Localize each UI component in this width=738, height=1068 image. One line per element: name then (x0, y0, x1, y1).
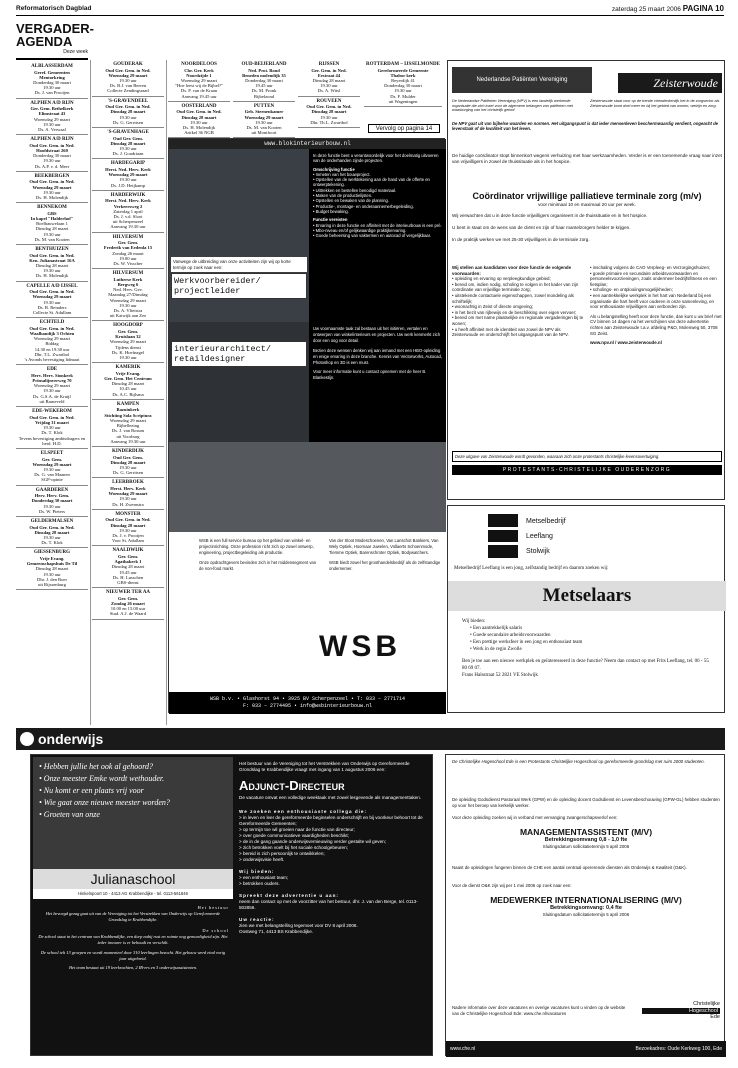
list-item: • Groeten van onze (39, 810, 100, 819)
job2-text: Uw voornaamste taak zal bestaan uit het initiëren, vertalen en ontwerpen van winkelinterieurs en projecten. Uw werk kenmerkt zich door een oog voor detail. Bezien deze wensen denken wij aan iemand met een HBO-opleiding en enige ervaring in deze branche. Kennis van Vectorworks, Autocad, Photoshop en 3D is een must. Voor meer informatie kunt u contact opnemen met de heer B. Blankestijn. (309, 322, 446, 442)
list-item: • Hebben jullie het ook al gehoord? (39, 762, 154, 771)
list-item: • u heeft affiniteit met de identiteit van zowel de NPV als Zeisterwoude en onderschrijft het uitgangspunt van de NPV. (452, 326, 569, 338)
list-item: > over goede communicatieve vaardigheden beschikt; (239, 833, 349, 838)
agenda-entry: ELSPEET Ger. Gem. Woensdag 29 maart 19.30 uur Ds. G. van Maanen SGP-opinie (16, 449, 88, 486)
agenda-entry: NAALDWIJK Ger. Gem. Agathakerk 1 Dinsdag 28 maart 19.45 uur Ds. H. Lusschen GBS-dienst (92, 546, 164, 588)
list-item: > in leven en leer de gereformeerde beginselen onderschrijft en bij voorkeur behoort tot de Gereformeerde Gemeenten; (239, 815, 423, 826)
metselbedrijf-ad: Metselbedrijf Leeflang Stolwijk Metselbedrijf Leeflang is een jong, zelfstandig bedrijf en daarom zoeken wij: Metselaars Wij bieden: • Een aantrekkelijk salaris • Goede secundaire arbeidsvoorwaarden • Een prettige werksfeer in een jong en enthousiast team • Werk in de regio Zwolle Ben je toe aan een nieuwe werkplek en geïnteresseerd in deze functie? Neem dan contact op met Frits Leeflang, tel. 06 - 55 80 69 07. Frans Halsstraat 52 2821 VE Stolwijk (447, 505, 725, 713)
agenda-subtitle: Deze week (63, 49, 88, 55)
agenda-col-1 (16, 62, 88, 590)
agenda-entry: KAMERIK Vrije Evang. Ger. Gem. Het Centrum Dinsdag 28 maart 10.45 uur Ds. A.C. Bijlsma (92, 363, 164, 400)
agenda-entry: ALPHEN A/D RIJN Oud Ger. Gem. in Ned. Hoofdstraat 260 Donderdag 30 maart 19.30 uur Ds. A.P. v. d. Meer (16, 135, 88, 172)
agenda-entry: ALBLASSERDAM Geref. Gemeenten Mentorkring Donderdag 30 maart 19.30 uur Ds. J. van Prooijen (16, 62, 88, 99)
zeist-banner: PROTESTANTS-CHRISTELIJKE OUDERENZORG (452, 465, 722, 475)
list-item: > zich betrokken voelt bij het sociale schoolgebeuren; (239, 845, 348, 850)
school-name: Julianaschool (33, 869, 233, 889)
list-item: • Ervaring in deze functie en affiniteit met de interieurbouw is een pré. (313, 222, 442, 228)
wsb-logo: WSB (319, 630, 401, 663)
agenda-entry: BENTHUIZEN Oud Ger. Gem. in Ned. Ken. Julianastraat 16A Dinsdag 28 maart 19.30 uur Ds. H. Molendijk (16, 245, 88, 282)
agenda-entry: GIESSENBURG Vrije Evang. Gemeenschapshuis De Til Dinsdag 28 maart 19.30 uur Dhr. J. den Boer uit Rijssenburg (16, 548, 88, 590)
npv-logo: Nederlandse Patiënten Vereniging (452, 67, 592, 93)
list-item: • Goede secundaire arbeidsvoorwaarden (470, 633, 551, 638)
agenda-col-3 (168, 60, 230, 138)
list-item: • Budget bewaking. (313, 208, 349, 214)
che-url[interactable]: www.che.nl (450, 1046, 476, 1052)
agenda-entry: NIEUWER TER AA Ger. Gem. Zondag 26 maart 10.00 en 15.00 uur Stud. A.J. de Waard (92, 588, 164, 619)
wsb-ad (168, 138, 445, 713)
agenda-entry: EDE-WEKEROM Oud Ger. Gem. in Ned. Vrijdag 31 maart 19.30 uur Ds. T. Klok Tevens bevestiging ambtsdragers en herd. H.D. (16, 407, 88, 449)
list-item: • een aantrekkelijke werkplek in het hart van Nederland bij een organisatie die hart heeft voor ouderen in onze samenleving, en voor enthousiaste vrijwilligers aan verbonden zijn. (590, 292, 714, 310)
job1-text: In deze functie bent u verantwoordelijk voor het doelmatig uitvoeren van de onderhanden zijnde projecten. Omschrijving functie • Inmeten van het bouwproject. • Opstellen van de werktekening aan de hand van de offerte en ontwerptekening. • Uittrekken en bestellen benodigd materiaal. • Maken van de productielijsten. • Opstellen en bewaken van de planning. • Productie-, montage- en onderaannemerbegeleiding. • Budget bewaking. Functie vereisten • Ervaring in deze functie en affiniteit met de interieurbouw is een pré. • Mbo-niveau en/of gelijkwaardige praktijkervaring. • Goede beheersing van vaktermen en autocad of vergelijkbaar. (309, 149, 446, 322)
agenda-entry: BEEKBERGEN Oud Ger. Gem. in Ned. Woensdag 29 maart 19.30 uur Ds. H. Molendijk (16, 172, 88, 203)
list-item: • Uittrekken en bestellen benodigd materiaal. (313, 187, 397, 193)
chalkboard (33, 757, 233, 869)
agenda-entry: BENNEKOM GBS In kapel "Halderhof" Boelhauwelaan 1 Dinsdag 28 maart 19.30 uur Ds. M. van Kooten (16, 203, 88, 245)
wsb-footer: WSB b.v. • Glashorst 94 • 3925 BV Scherpenzeel • T: 033 – 2771714 F: 033 – 2774495 • info@wsbinterieurbouw.nl (169, 692, 446, 714)
agenda-entry: KINDERDIJK Oud Ger. Gem. Dinsdag 28 maart 19.30 uur Ds. G. Gerritsen (92, 447, 164, 478)
list-item: • Een prettige werksfeer in een jong en enthousiast team (470, 640, 583, 645)
agenda-entry: GAARDEREN Herv. Herv. Gem. Donderdag 30 maart 19.30 uur Ds. W. Pieters (16, 486, 88, 517)
wsb-body: WSB is een full service bureau op het gebied van winkel- en projectinrichting. Onze profession richt zich op zowel ontwerp, engineering, projectbegeleiding als productie. Onze opdrachtgevers bevinden zich in het middensegment van de non-food markt. (199, 538, 317, 571)
agenda-col-4 (233, 60, 295, 138)
agenda-entry: LEERBROEK Herst. Herv. Kerk Woensdag 29 maart 19.30 uur Ds. H. Zwemstra (92, 478, 164, 509)
list-item: • Productie-, montage- en onderaannemerbegeleiding. (313, 203, 414, 209)
list-item: • Een aantrekkelijk salaris (470, 626, 523, 631)
agenda-col-2 (92, 60, 164, 620)
list-item: • woonachtig in Zeist of directe omgeving; (452, 304, 534, 310)
agenda-entry: KAMPEN Bazuinkerk Stichting Sola Scriptura Woensdag 29 maart Bijbellezing Ds. J. van Rosum uit Voorburg Aanvang 19.30 uur (92, 400, 164, 447)
newspaper-name: Reformatorisch Dagblad (16, 5, 92, 12)
agenda-entry: GELDERMALSEN Oud Ger. Gem. in Ned. Dinsdag 28 maart 19.30 uur Ds. T. Klok (16, 517, 88, 548)
che-job2: MEDEWERKER INTERNATIONALISERING (M/V) (490, 895, 682, 905)
list-item: > de in de gang gaande onderwijsvernieuwing verder gestalte wil geven; (239, 839, 386, 844)
page-date: zaterdag 25 maart 2006 PAGINA 10 (611, 4, 724, 13)
list-item: • Opstellen en bewaken van de planning. (313, 198, 389, 204)
list-item: • bereid om met name plaatselijke en regionale vergaderingen bij te wonen; (452, 315, 584, 326)
agenda-entry: HARDERWIJK Herst. Ned. Herv. Kerk Verkeersweg 2 Zaterdag 1 april Ds. J. v.d. Sloot uit Scherpenzeel Aanvang 19.30 uur (92, 191, 164, 233)
list-item: • inschaling volgens de CAO Verpleeg- en Verzorgingshuizen; (590, 265, 711, 270)
list-item: > op termijn toe wil groeien naar de functie van directeur; (239, 827, 355, 832)
agenda-entry: HARDEGARIP Herst. Ned. Herv. Kerk Woensdag 29 maart 19.30 uur Ds. J.D. Heijkamp (92, 159, 164, 190)
list-item: • scholings- en ontplooiingsmogelijkheden; (590, 287, 673, 293)
metsel-logo-bricks (488, 514, 518, 558)
list-item: • opleiding en ervaring op verpleegkundige gebied; (452, 276, 551, 282)
zeisterwoude-ad: Nederlandse Patiënten Vereniging Zeisterwoude De Nederlandse Patiënten Vereniging (NPV) is een landelijk werkende organisatie die zich inzet voor de algemene belangen van patiënten met waarborging van het christelijk geloof. Zeisterwoude staat voor op de trende vriendenkenlijk het in de zorgsector als Zeisterwoude komt doel meer en bij het gebied van wonen, welzijn en zorg. De NPV gaat uit van bijbelse waarden en normen. Het uitgangspunt is dat ieder mensenleven beschermwaardig verdient, ongeacht de levenstaak of de kwaliteit van het leven. De huidige coördinator stopt binnenkort wegens verhuizing met haar werkzaamheden. Verder is er een toenemende vraag naar inzet van vrijwilligers in zowel de thuissituatie als in het hospice. Coördinator vrijwillige palliatieve terminale zorg (m/v) voor minimaal 10 en maximaal 20 uur per week. Wij verwachten dat u in deze functie vrijwilligers organiseert in de thuissituatie en in het hospice. U bent in staat om de wens van de cliënt en zijn of haar mantelzorgers helder te krijgen. In de praktijk werken we met 25-30 vrijwilligers in de terminale zorg. Wij stellen aan kandidaten voor deze functie de volgende voorwaarden: • opleiding en ervaring op verpleegkundige gebied; • bereid om, indien nodig, scholing te volgen in het kader van zijn coördinatie van vrijwillige terminale zorg; • uitstekende contactuele eigenschappen, zowel mondeling als schriftelijk; • woonachtig in Zeist of directe omgeving; • in het bezit van rijbewijs en de beschikking over eigen vervoer; • bereid om met name plaatselijke en regionale vergaderingen bij te wonen; • u heeft affiniteit met de identiteit van zowel de NPV als Zeisterwoude en onderschrijft het uitgangspunt van de NPV. • inschaling volgens de CAO Verpleeg- en Verzorgingshuizen; • goede primaire en secundaire arbeidsvoorwaarden en personeelsvoorzieningen, zoals ondermeer bedrijfsfitness en een fietsplan; • scholings- en ontplooiingsmogelijkheden; • een aantrekkelijke werkplek in het hart van Nederland bij een organisatie die hart heeft voor ouderen in onze samenleving, en voor enthousiaste vrijwilligers aan verbonden zijn. Als u belangstelling heeft voor deze functie, dan kunt u uw brief met CV binnen 14 dagen na het verschijnen van deze advertentie richten aan Zeisterwoude t.a.v. afdeling P&O, Molenweg 50, 3708 SG Zeist. www.npv.nl / www.zeisterwoude.nl Deze uitgave van Zeisterwoude wordt gevonden, waaraan zich onze protestants christelijke levensovertuiging. PROTESTANTS-CHRISTELIJKE OUDERENZORG (447, 60, 725, 500)
agenda-entry: NOORDELOOS Chr. Ger. Kerk Noordzijde 1 Woensdag 29 maart "Hoe leest wij de Bijbel?" Ds. P. van de Kraan Aanvang 19.45 uur (168, 60, 230, 102)
list-item: • Werk in de regio Zwolle (470, 647, 522, 652)
agenda-entry: CAPELLE A/D IJSSEL Oud Ger. Gem. in Ned. Woensdag 29 maart 19.30 uur Ds. B. Reinders Collecte St. Adullam (16, 282, 88, 319)
onderwijs-banner (16, 728, 725, 750)
job2-title: interieurarchitect/ retaildesigner (171, 341, 307, 367)
onderwijs-title: onderwijs (38, 731, 104, 747)
agenda-entry: HILVERSUM Ger. Gem. Frederik van Eedenla 15 Zondag 26 maart 19.00 uur Ds. W. Visscher (92, 233, 164, 270)
store-photo-3 (169, 442, 446, 532)
list-item: • Mbo-niveau en/of gelijkwaardige praktijkervaring. (313, 227, 407, 233)
agenda-entry: ALPHEN A/D RIJN Ger. Gem. Bethelkerk Elimstraat 43 Woensdag 29 maart 19.30 uur Ds. A. Verwaal (16, 99, 88, 136)
list-item: > onderwijsvisie heeft. (239, 857, 285, 862)
list-item: • Goede beheersing van vaktermen en autocad of vergelijkbaar. (313, 233, 432, 239)
julianaschool-ad: • Hebben jullie het ook al gehoord? • Onze meester Emke wordt wethouder. • Nu komt er een plaats vrij voor • Wie gaat onze nieuwe meester worden? • Groeten van onze Julianaschool Hinkelnpoort 10 - 4413 AG Krabbendijke - tel. 0113-561846 Het bestuur Het bevoegd gezag gaat uit van de Vereniging tot het Verstrekken van Onderwijs op Gereformeerde Grondslag te Krabbendijke. De school De school staat in het centrum van Krabbendijke, een dorp nabij rust en ruimte nog gemoedigheid zijn. Het ieder inwoner is er behoudt en verschilt. De school telt 13 groepen en wordt momenteel door 310 leerlingen bezocht. Het gebouw werd eind vorig jaar uitgebreid. Het team bestaat uit 19 leerkrachten, 2 IB-ers en 3 onderwijsassistenten. Het bestuur van de Vereniging tot het Verstrekken van Onderwijs op Gereformeerde Grondslag te Krabbendijke vraagt met ingang van 1 augustus 2006 een: Adjunct-Directeur De vacature omvat een volledige weektaak met zowel lesgevende als managementtaken. We zoeken een enthousiaste collega die: > in leven en leer de gereformeerde beginselen onderschrijft en bij voorkeur behoort tot de Gereformeerde Gemeenten; > op termijn toe wil groeien naar de functie van directeur; > over goede communicatieve vaardigheden beschikt; > de in de gang gaande onderwijsvernieuwing verder gestalte wil geven; > zich betrokken voelt bij het sociale schoolgebeuren; > bereid is zich persoonlijk te ontwikkelen; > onderwijsvisie heeft. Wij bieden: > een enthousiast team; > betrokken ouders. Spreekt deze advertentie u aan: neem dan contact op met de voorzitter van het bestuur, dhr. J. van den Berge, tel. 0113-502856. Uw reactie: zien we met belangstelling tegemoet voor DV 8 april 2006. Oostweg 71, 4413 BS Krabbendijke. (30, 754, 433, 1056)
job1-title: Werkvoorbereider/ projectleider (171, 273, 307, 299)
list-item: • Onze meester Emke wordt wethouder. (39, 774, 165, 783)
list-item: • Opstellen van de werktekening aan de hand van de offerte en ontwerptekening. (313, 177, 430, 188)
agenda-entry: EDE Herv. Herv. Sionkerk Prinsalijnverweg 70 Woensdag 29 maart 19.30 uur Ds. G.S.A. de Kruijf uit Barneveld (16, 365, 88, 407)
agenda-entry: OUD-BEIJERLAND Ned. Prot. Bond Beneden molendijk 35 Donderdag 30 maart 19.45 uur Ds. M. Pronk Bijbelzond (233, 60, 295, 102)
zeisterwoude-logo: Zeisterwoude (618, 73, 722, 93)
agenda-entry: ROUVEEN Oud Ger. Gem. in Ned. Dinsdag 28 maart 19.30 uur Dhr. Th.L. Zwartbol (298, 97, 360, 128)
agenda-entry: ECHTELD Oud Ger. Gem. in Ned. Waalbandijk 3 Ochten Woensdag 29 maart Biddag 14.30 en 19.30 uur Dhr. T.L. Zwartbol 's Avonds bevestiging lidmaat (16, 318, 88, 365)
list-item: • Nu komt er een plaats vrij voor (39, 786, 144, 795)
agenda-entry: HOOGDORP Ger. Gem. Kruislaan 32 Woensdag 29 maart Tijdens dienst Ds. K. Hoefnagel 19.30 uur (92, 321, 164, 363)
ad-url: www.blokinterieurbouw.nl (169, 139, 446, 149)
agenda-col-5 (298, 60, 360, 128)
wsb-caption: Vanwege de uitbreiding van onze activiteiten zijn wij op korte termijn op zoek naar een: (171, 257, 307, 272)
list-item: • uitstekende contactuele eigenschappen, zowel mondeling als schriftelijk; (452, 292, 574, 304)
list-item: > betrokken ouders. (239, 881, 280, 886)
list-item: • in het bezit van rijbewijs en de beschikking over eigen vervoer; (452, 309, 577, 315)
continued-note: Vervolg op pagina 14 (368, 124, 440, 133)
page-header (16, 4, 724, 16)
list-item: • bereid om, indien nodig, scholing te volgen in het kader van zijn coördinatie van vrijwillige terminale zorg; (452, 281, 579, 293)
agenda-entry: 'S-GRAVENDEEL Oud Ger. Gem. in Ned. Dinsdag 28 maart 19.30 uur Ds. G. Gerritsen (92, 97, 164, 128)
che-logo: Christelijke Hogeschool Ede (642, 1001, 720, 1021)
agenda-col-6 (364, 60, 442, 107)
metselaars-title: Metselaars (448, 581, 726, 611)
list-item: • Wie gaat onze nieuwe meester worden? (39, 798, 170, 807)
list-item: > een enthousiast team; (239, 875, 289, 880)
wsb-clients: Van der Sloot Modeschoenen, Van Lanschot Bankiers, Van Wely Optiek, Hoornaar Juwelen, Vollaerts Schoenmode, Tiemme Optiek, Barenschroter Optiek, Bodywatchers. WSB biedt zowel het groothandelsbedrijf als de zelfstandige ondernemer. (329, 538, 441, 571)
agenda-entry: HILVERSUM Lutherse Kerk Bergweg 6 Ned. Herv. Gev. Maandag 27/Dinsdag Woensdag 29 maart 19.30 uur Ds. A. Vlietstra uit Katwijk aan Zee (92, 269, 164, 321)
agenda-entry: GOUDERAK Oud Ger. Gem. in Ned. Woensdag 29 maart 19.30 uur Ds. B.J. van Beeren Collecte Zendingsraad (92, 60, 164, 97)
list-item: • goede primaire en secundaire arbeidsvoorwaarden en personeelsvoorzieningen, zoals ondermeer bedrijfsfitness en een fietsplan; (590, 270, 717, 287)
agenda-entry: RIJSSEN Ger. Gem. in Ned. Eestraat 44 Dinsdag 28 maart 19.30 uur Ds. A. Witsl (298, 60, 360, 97)
agenda-entry: PUTTEN Geb. Steenenkamer Woensdag 29 maart 19.30 uur Ds. M. van Kooten uit Montfoort (233, 102, 295, 139)
agenda-entry: OOSTERLAND Oud Ger. Gem. in Ned. Dinsdag 28 maart 19.30 uur Ds. H. Molendijk Artikel 36 NGB (168, 102, 230, 139)
zeist-job-title: Coördinator vrijwillige palliatieve terminale zorg (m/v) (472, 191, 702, 201)
adjunct-title: Adjunct-Directeur (239, 778, 345, 793)
che-job1: MANAGEMENTASSISTENT (M/V) (519, 827, 653, 837)
list-item: • Maken van de productielijsten. (313, 193, 373, 199)
list-item: • Inmeten van het bouwproject. (313, 171, 371, 177)
store-photo-2 (169, 322, 309, 442)
agenda-title: VERGADER-AGENDA Deze week (16, 22, 88, 60)
che-ad: De Christelijke Hogeschool Ede is een Protestants Christelijke Hogeschool op gereformeerde grondslag met ruim 2000 studenten. De opleiding Godsdienst Pastoraal Werk (GPW) en de opleiding docent Godsdienst en Levensbeschouwing (GPW-GL) hebben studenten op voor het beroep van kerkelijk werker. Voor deze opleiding zoeken wij in verband met vervanging zwangerschapsverlof een: MANAGEMENTASSISTENT (M/V) Betrekkingsomvang 0,8 - 1,0 fte Sluitingsdatum sollicitatietermijn 5 april 2006 Naast de opleidingen fungeren binnen de CHE een aantal centraal opererende diensten als Onderwijs & Kwaliteit (O&K). Voor de dienst O&K zijn wij per 1 mei 2006 op zoek naar een: MEDEWERKER INTERNATIONALISERING (M/V) Betrekkingsomvang: 0,4 fte Sluitingsdatum sollicitatietermijn 5 april 2006 Nadere informatie over deze vacatures en overige vacatures kunt u vinden op de website van de Christelijke Hogeschool Ede: www.che.nl/vacatures Christelijke Hogeschool Ede www.che.nl Bezoekadres: Oude Kerkweg 100, Ede (445, 754, 725, 1056)
list-item: > bereid is zich persoonlijk te ontwikkelen; (239, 851, 325, 856)
agenda-entry: 'S-GRAVENHAGE Oud Ger. Gem. Dinsdag 28 maart 19.30 uur Ds. J. Goudriaan (92, 128, 164, 159)
agenda-entry: ROTTERDAM – IJSSELMONDE Gereformeerde Gemeente Thabor kerk Reyerdijk 41 Donderdag 30 maart 19.30 uur Ds. F. Mulder uit Wageningen (364, 60, 442, 107)
agenda-entry: MONSTER Oud Ger. Gem. in Ned. Dinsdag 28 maart 19.30 uur Ds. J. v. Prooijen Voor St. Adullam (92, 510, 164, 547)
